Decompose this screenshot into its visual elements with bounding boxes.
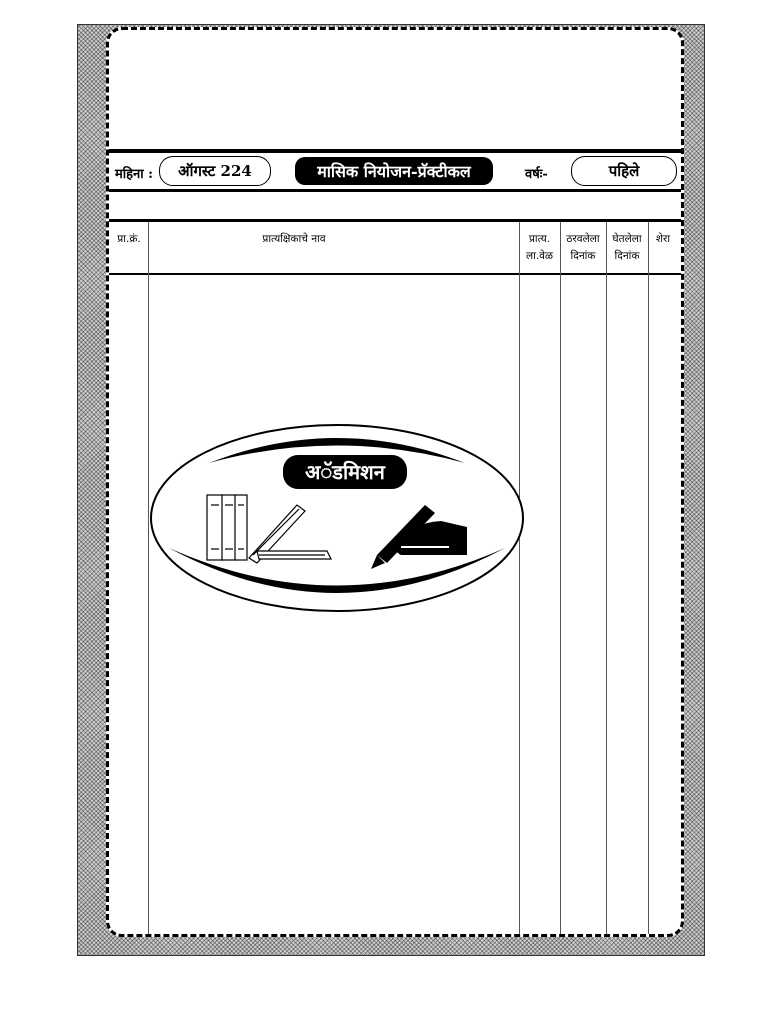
header-bottom-line	[109, 189, 681, 192]
register-page	[106, 27, 684, 937]
header-top-line	[109, 149, 681, 153]
column-header-taken-date: घेतलेला दिनांक	[612, 233, 642, 262]
column-header-serial: प्रा.क्रं.	[117, 233, 141, 245]
admission-emblem	[149, 423, 525, 613]
column-divider	[606, 222, 607, 937]
page-title: मासिक नियोजन-प्रॅक्टीकल	[295, 157, 493, 185]
column-header-remarks: शेरा	[655, 233, 671, 245]
month-field[interactable]: ऑगस्ट 224	[159, 156, 271, 186]
column-header-practical-time: प्रात्य. ला.वेळ	[526, 233, 553, 262]
column-header-planned-date: ठरवलेला दिनांक	[566, 233, 600, 262]
column-header-practical-name: प्रात्यक्षिकाचे नाव	[262, 233, 326, 245]
column-divider	[648, 222, 649, 937]
column-divider	[560, 222, 561, 937]
table-header-line	[109, 273, 681, 275]
emblem-label: अॅडमिशन	[305, 460, 385, 484]
month-label: महिना :	[115, 167, 153, 182]
year-field[interactable]: पहिले	[571, 156, 677, 186]
table-top-line	[109, 219, 681, 222]
year-label: वर्षः-	[525, 167, 548, 182]
